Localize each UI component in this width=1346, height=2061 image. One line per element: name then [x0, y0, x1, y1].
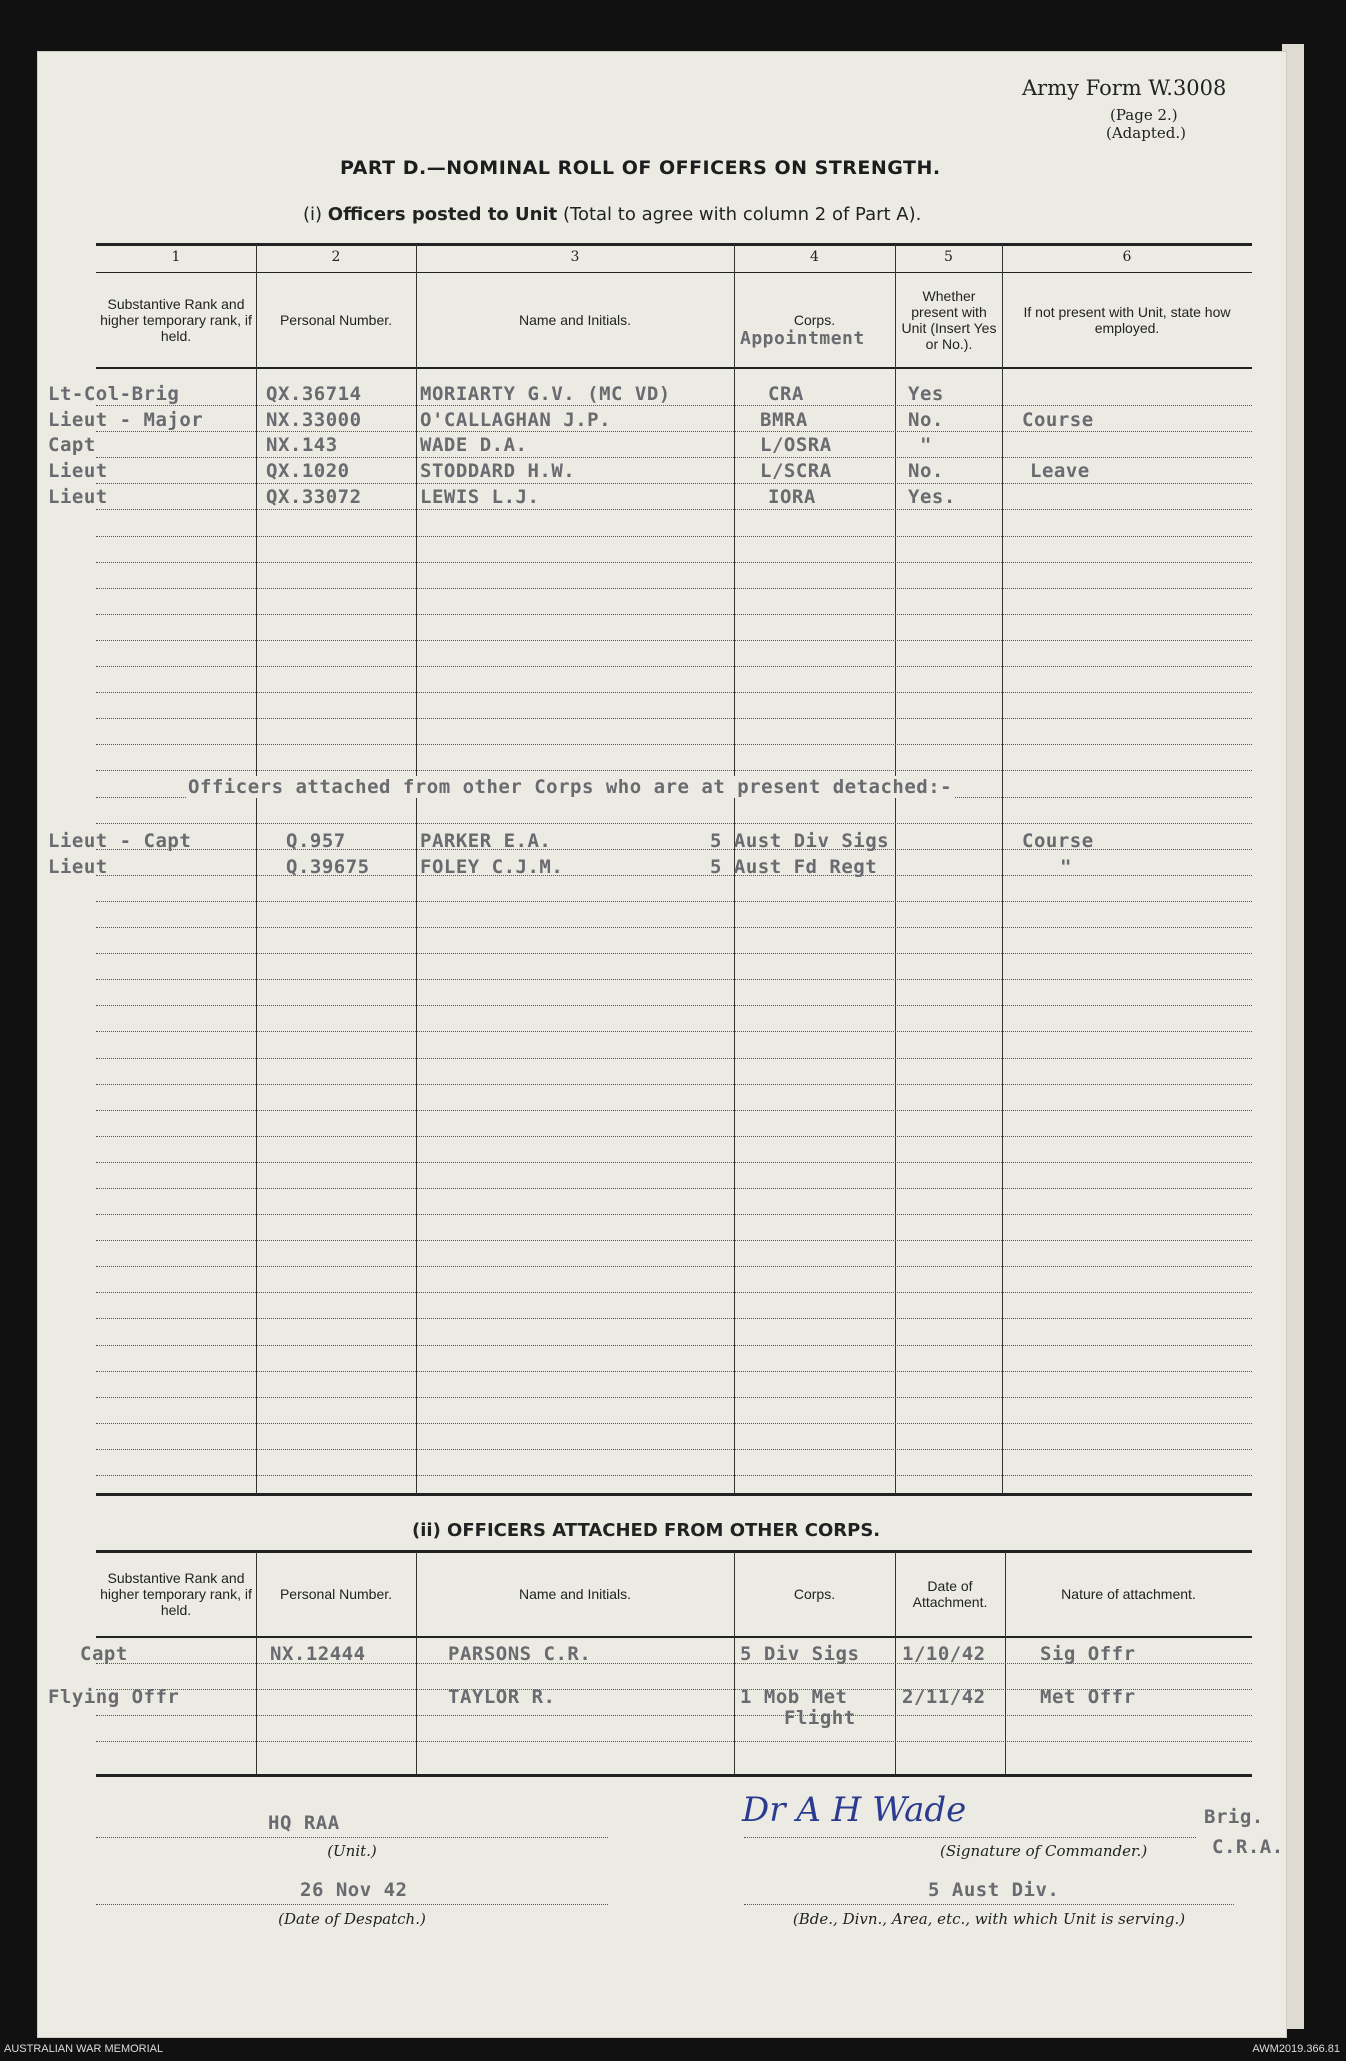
- ruled-line: [96, 1110, 1252, 1111]
- row3-corps: L/OSRA: [760, 434, 832, 456]
- header-corps-overtype: Appointment: [740, 328, 865, 349]
- row2-rank: Lieut - Major: [48, 409, 204, 431]
- signature-label: (Signature of Commander.): [940, 1842, 1148, 1860]
- t2-row2-nature: Met Offr: [1040, 1686, 1136, 1708]
- ruled-line: [96, 536, 1252, 537]
- col-number-6: 6: [1122, 249, 1132, 265]
- adapted-note: (Adapted.): [1106, 124, 1186, 142]
- row2-present: No.: [908, 409, 944, 431]
- col-number-4: 4: [810, 249, 819, 265]
- table1-header-border: [96, 367, 1252, 369]
- row4-number: QX.1020: [266, 460, 350, 482]
- t2-row1-name: PARSONS C.R.: [448, 1643, 592, 1665]
- ruled-line: [96, 979, 1252, 980]
- ruled-line: [96, 1266, 1252, 1267]
- ruled-line: [96, 1058, 1252, 1059]
- t2-row2-date: 2/11/42: [902, 1686, 986, 1708]
- row4-name: STODDARD H.W.: [420, 460, 576, 482]
- row1-present: Yes: [908, 383, 944, 405]
- row3-present: ": [920, 434, 932, 456]
- row2-name: O'CALLAGHAN J.P.: [420, 409, 612, 431]
- archive-credit: AUSTRALIAN WAR MEMORIAL: [4, 2043, 164, 2055]
- t2-row1-number: NX.12444: [270, 1643, 366, 1665]
- ruled-line: [96, 1741, 1252, 1742]
- row1-corps: CRA: [768, 383, 804, 405]
- t2-row1-nature: Sig Offr: [1040, 1643, 1136, 1665]
- table1-top-border: [96, 243, 1252, 246]
- section-i-prefix: (i): [303, 204, 323, 225]
- ruled-line: [96, 875, 1252, 876]
- ruled-line: [96, 1449, 1252, 1450]
- signature-line: [744, 1837, 1196, 1838]
- col-number-2: 2: [331, 249, 341, 265]
- row2-corps: BMRA: [760, 409, 808, 431]
- ruled-line: [96, 1084, 1252, 1085]
- t2-header-nature: Nature of attachment.: [1061, 1586, 1196, 1602]
- ruled-line: [96, 640, 1252, 641]
- detached1-number: Q.957: [286, 830, 346, 852]
- ruled-line: [96, 1475, 1252, 1476]
- col-number-1: 1: [171, 249, 181, 265]
- section-i-bold: Officers posted to Unit: [327, 204, 558, 225]
- header-corps: Corps.: [793, 312, 836, 328]
- row1-number: QX.36714: [266, 383, 362, 405]
- detached1-name: PARKER E.A.: [420, 830, 552, 852]
- ruled-line: [96, 483, 1252, 484]
- unit-line: [96, 1837, 608, 1838]
- table2-top-border: [96, 1550, 1252, 1553]
- table1-number-row-border: [96, 272, 1252, 273]
- ruled-line: [96, 1240, 1252, 1241]
- t2-row2-corps: 1 Mob Met: [740, 1686, 848, 1708]
- ruled-line: [96, 431, 1252, 432]
- ruled-line: [96, 770, 1252, 771]
- t2-header-name: Name and Initials.: [518, 1586, 632, 1602]
- col-number-5: 5: [944, 249, 953, 265]
- ruled-line: [96, 1031, 1252, 1032]
- t2-row1-rank: Capt: [80, 1643, 128, 1665]
- t2-row2-corps-continued: Flight: [784, 1707, 856, 1729]
- ruled-line: [96, 1214, 1252, 1215]
- signature-rank-2: C.R.A.: [1212, 1836, 1284, 1858]
- date-line: [96, 1904, 608, 1905]
- table2-bottom-border: [96, 1774, 1252, 1777]
- ruled-line: [96, 692, 1252, 693]
- form-number: Army Form W.3008: [1022, 76, 1227, 100]
- row3-name: WADE D.A.: [420, 434, 528, 456]
- section-ii-heading: (ii) OFFICERS ATTACHED FROM OTHER CORPS.: [412, 1520, 881, 1541]
- detached2-name: FOLEY C.J.M.: [420, 856, 564, 878]
- t2-header-date: Date of Attachment.: [912, 1578, 988, 1610]
- row5-name: LEWIS L.J.: [420, 486, 540, 508]
- ruled-line: [96, 1188, 1252, 1189]
- t2-header-rank: Substantive Rank and higher temporary rank, if held.: [100, 1570, 252, 1618]
- row2-number: NX.33000: [266, 409, 362, 431]
- row5-rank: Lieut: [48, 486, 108, 508]
- ruled-line: [96, 744, 1252, 745]
- ruled-line: [96, 823, 1252, 824]
- detached1-corps: 5 Aust Div Sigs: [710, 830, 890, 852]
- ruled-line: [96, 405, 1252, 406]
- formation-line: [744, 1904, 1234, 1905]
- row5-corps: IORA: [768, 486, 816, 508]
- detached1-employed: Course: [1022, 830, 1094, 852]
- unit-value: HQ RAA: [268, 1812, 340, 1834]
- formation-value: 5 Aust Div.: [928, 1879, 1060, 1901]
- ruled-line: [96, 614, 1252, 615]
- ruled-line: [96, 1136, 1252, 1137]
- ruled-line: [96, 1292, 1252, 1293]
- detached2-employed: ": [1060, 856, 1072, 878]
- row1-name: MORIARTY G.V. (MC VD): [420, 383, 671, 405]
- date-value: 26 Nov 42: [300, 1879, 408, 1901]
- row4-corps: L/SCRA: [760, 460, 832, 482]
- header-employment: If not present with Unit, state how employed.: [1023, 304, 1231, 336]
- detached1-rank: Lieut - Capt: [48, 830, 192, 852]
- row4-rank: Lieut: [48, 460, 108, 482]
- t2-row2-name: TAYLOR R.: [448, 1686, 556, 1708]
- unit-label: (Unit.): [327, 1842, 377, 1860]
- ruled-line: [96, 1397, 1252, 1398]
- page-number: (Page 2.): [1110, 106, 1178, 124]
- header-present: Whether present with Unit (Insert Yes or No.).: [901, 288, 997, 352]
- t2-row2-rank: Flying Offr: [48, 1686, 180, 1708]
- row2-employed: Course: [1022, 409, 1094, 431]
- row5-present: Yes.: [908, 486, 956, 508]
- row4-present: No.: [908, 460, 944, 482]
- row3-rank: Capt: [48, 434, 96, 456]
- t2-header-personal-number: Personal Number.: [279, 1586, 393, 1602]
- table1-bottom-border: [96, 1493, 1252, 1496]
- ruled-line: [96, 588, 1252, 589]
- ruled-line: [96, 901, 1252, 902]
- ruled-line: [96, 1423, 1252, 1424]
- row1-rank: Lt-Col-Brig: [48, 383, 180, 405]
- detached-note: Officers attached from other Corps who are at present detached:-: [188, 776, 953, 798]
- ruled-line: [96, 666, 1252, 667]
- ruled-line: [96, 927, 1252, 928]
- ruled-line: [96, 1371, 1252, 1372]
- detached2-rank: Lieut: [48, 856, 108, 878]
- header-rank: Substantive Rank and higher temporary rank, if held.: [100, 296, 252, 344]
- ruled-line: [96, 953, 1252, 954]
- commander-signature: Dr A H Wade: [742, 1790, 967, 1830]
- t2-header-corps: Corps.: [793, 1586, 836, 1602]
- table2-header-border: [96, 1636, 1252, 1638]
- col-number-3: 3: [570, 249, 580, 265]
- formation-label: (Bde., Divn., Area, etc., with which Unit is serving.): [792, 1910, 1186, 1928]
- row4-employed: Leave: [1030, 460, 1090, 482]
- ruled-line: [96, 1715, 1252, 1716]
- ruled-line: [96, 1318, 1252, 1319]
- detached2-number: Q.39675: [286, 856, 370, 878]
- archive-reference: AWM2019.366.81: [1252, 2043, 1340, 2055]
- signature-rank: Brig.: [1204, 1806, 1264, 1828]
- section-i-heading: [303, 204, 921, 225]
- row5-number: QX.33072: [266, 486, 362, 508]
- ruled-line: [96, 509, 1252, 510]
- page-title: PART D.—NOMINAL ROLL OF OFFICERS ON STRENGTH.: [340, 157, 941, 179]
- ruled-line: [96, 718, 1252, 719]
- ruled-line: [96, 1162, 1252, 1163]
- header-personal-number: Personal Number.: [279, 312, 393, 328]
- detached2-corps: 5 Aust Fd Regt: [710, 856, 878, 878]
- header-name: Name and Initials.: [518, 312, 632, 328]
- section-i-rest: (Total to agree with column 2 of Part A).: [563, 204, 922, 225]
- ruled-line: [96, 562, 1252, 563]
- ruled-line: [96, 1005, 1252, 1006]
- t2-row1-date: 1/10/42: [902, 1643, 986, 1665]
- ruled-line: [96, 1345, 1252, 1346]
- row3-number: NX.143: [266, 434, 338, 456]
- ruled-line: [96, 457, 1252, 458]
- t2-row1-corps: 5 Div Sigs: [740, 1643, 860, 1665]
- date-label: (Date of Despatch.): [278, 1910, 426, 1928]
